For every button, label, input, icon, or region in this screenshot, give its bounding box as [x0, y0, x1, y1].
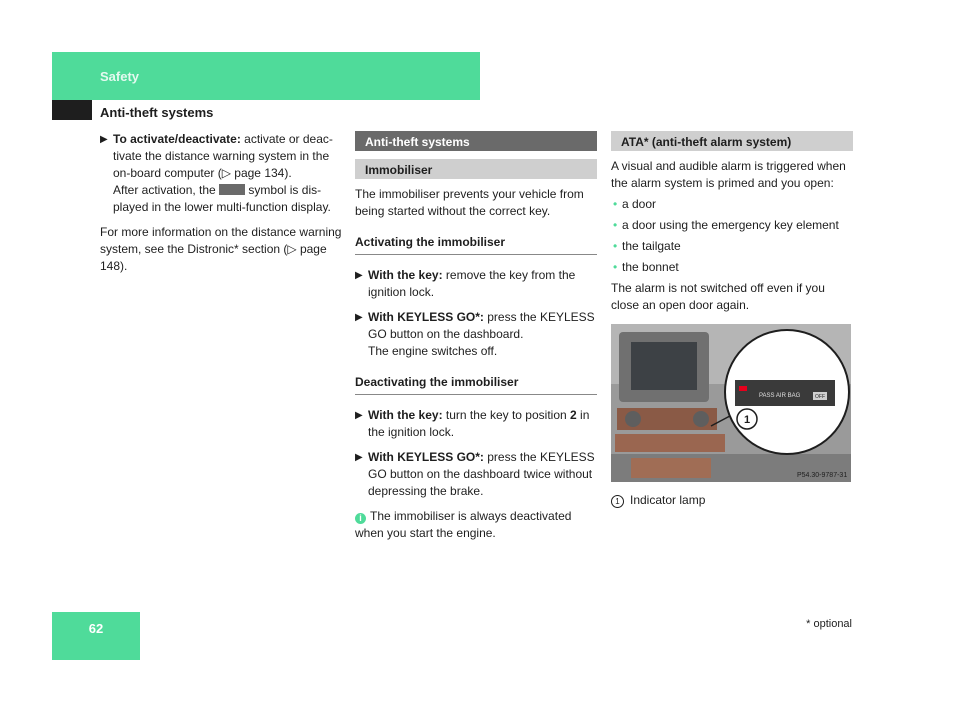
- callout-number: 1: [743, 414, 751, 426]
- column-1: [100, 131, 342, 279]
- info-text: The immobiliser is always deactivated when you start the engine.: [355, 509, 572, 540]
- step-text: in the ignition lock.: [368, 408, 590, 439]
- after-activation-before: After activation, the: [113, 183, 216, 197]
- more-info-text: For more information on the distance warning system, see the Distronic* section (▷ page 148).: [100, 225, 342, 273]
- after-activation-after: symbol is dis-played in the lower multi-function display.: [113, 183, 331, 214]
- section-bar-ata: ATA* (anti-theft alarm system): [611, 131, 853, 151]
- panel-text: PASS AIR BAG: [759, 393, 801, 399]
- page-number: 62: [88, 621, 104, 636]
- list-item-text: the bonnet: [622, 260, 679, 274]
- bullet-dot-icon: •: [613, 239, 618, 253]
- list-item: [611, 217, 853, 234]
- step-arrow-icon: ▶: [355, 312, 363, 323]
- step-item: [355, 407, 597, 441]
- step-extra: The engine switches off.: [368, 344, 498, 358]
- page-title: Anti-theft systems: [100, 105, 214, 120]
- subsection-bar-immobiliser: Immobiliser: [355, 159, 597, 179]
- section-title: Safety: [100, 69, 140, 84]
- step-arrow-icon: ▶: [355, 270, 363, 281]
- bullet-dot-icon: •: [613, 218, 618, 232]
- step-item: [355, 309, 597, 360]
- list-item-text: the tailgate: [622, 239, 681, 253]
- deactivating-heading: Deactivating the immobiliser: [355, 374, 597, 395]
- bullet-dot-icon: •: [613, 260, 618, 274]
- legend-number: 1: [611, 495, 624, 508]
- column-2: [355, 131, 597, 546]
- step-label: With the key:: [368, 268, 443, 282]
- column-3: [611, 131, 853, 513]
- step-arrow-icon: ▶: [355, 452, 363, 463]
- step-label: With KEYLESS GO*:: [368, 310, 484, 324]
- step-item: [355, 449, 597, 500]
- photo-legend: [611, 492, 853, 509]
- list-item: [611, 259, 853, 276]
- footnote: * optional: [806, 618, 852, 630]
- activating-heading: Activating the immobiliser: [355, 234, 597, 255]
- step-label: To activate/deactivate:: [113, 132, 241, 146]
- list-item: [611, 196, 853, 213]
- bullet-dot-icon: •: [613, 197, 618, 211]
- section-bar-anti-theft: Anti-theft systems: [355, 131, 597, 151]
- ata-intro: A visual and audible alarm is triggered when the alarm system is primed and you open:: [611, 159, 846, 190]
- list-item: [611, 238, 853, 255]
- dashboard-photo: [611, 324, 851, 482]
- step-arrow-icon: ▶: [355, 410, 363, 421]
- step-item: [100, 131, 342, 216]
- list-item-text: a door using the emergency key element: [622, 218, 839, 232]
- step-text: press the KEYLESS GO button on the dashboard.: [368, 310, 595, 341]
- step-text: press the KEYLESS GO button on the dashboard twice without depressing the brake.: [368, 450, 595, 498]
- step-text: activate or deac-tivate the distance warning system in the on-board computer (▷ page 134).: [113, 132, 333, 180]
- step-arrow-icon: ▶: [100, 134, 108, 145]
- list-item-text: a door: [622, 197, 657, 211]
- step-label: With KEYLESS GO*:: [368, 450, 484, 464]
- distance-warning-symbol-icon: [219, 184, 245, 195]
- header-marker: [52, 100, 92, 120]
- immobiliser-intro: The immobiliser prevents your vehicle from being started without the correct key.: [355, 187, 584, 218]
- photo-code: P54.30-9787-31: [797, 472, 848, 479]
- step-text: remove the key from the ignition lock.: [368, 268, 576, 299]
- step-label: With the key:: [368, 408, 443, 422]
- step-text: turn the key to position: [445, 408, 567, 422]
- info-icon: i: [355, 513, 366, 524]
- info-note: [355, 508, 597, 542]
- legend-text: Indicator lamp: [630, 493, 706, 507]
- key-position: 2: [570, 408, 577, 422]
- panel-badge: OFF: [815, 394, 825, 400]
- step-item: [355, 267, 597, 301]
- closing-note: The alarm is not switched off even if you close an open door again.: [611, 281, 825, 312]
